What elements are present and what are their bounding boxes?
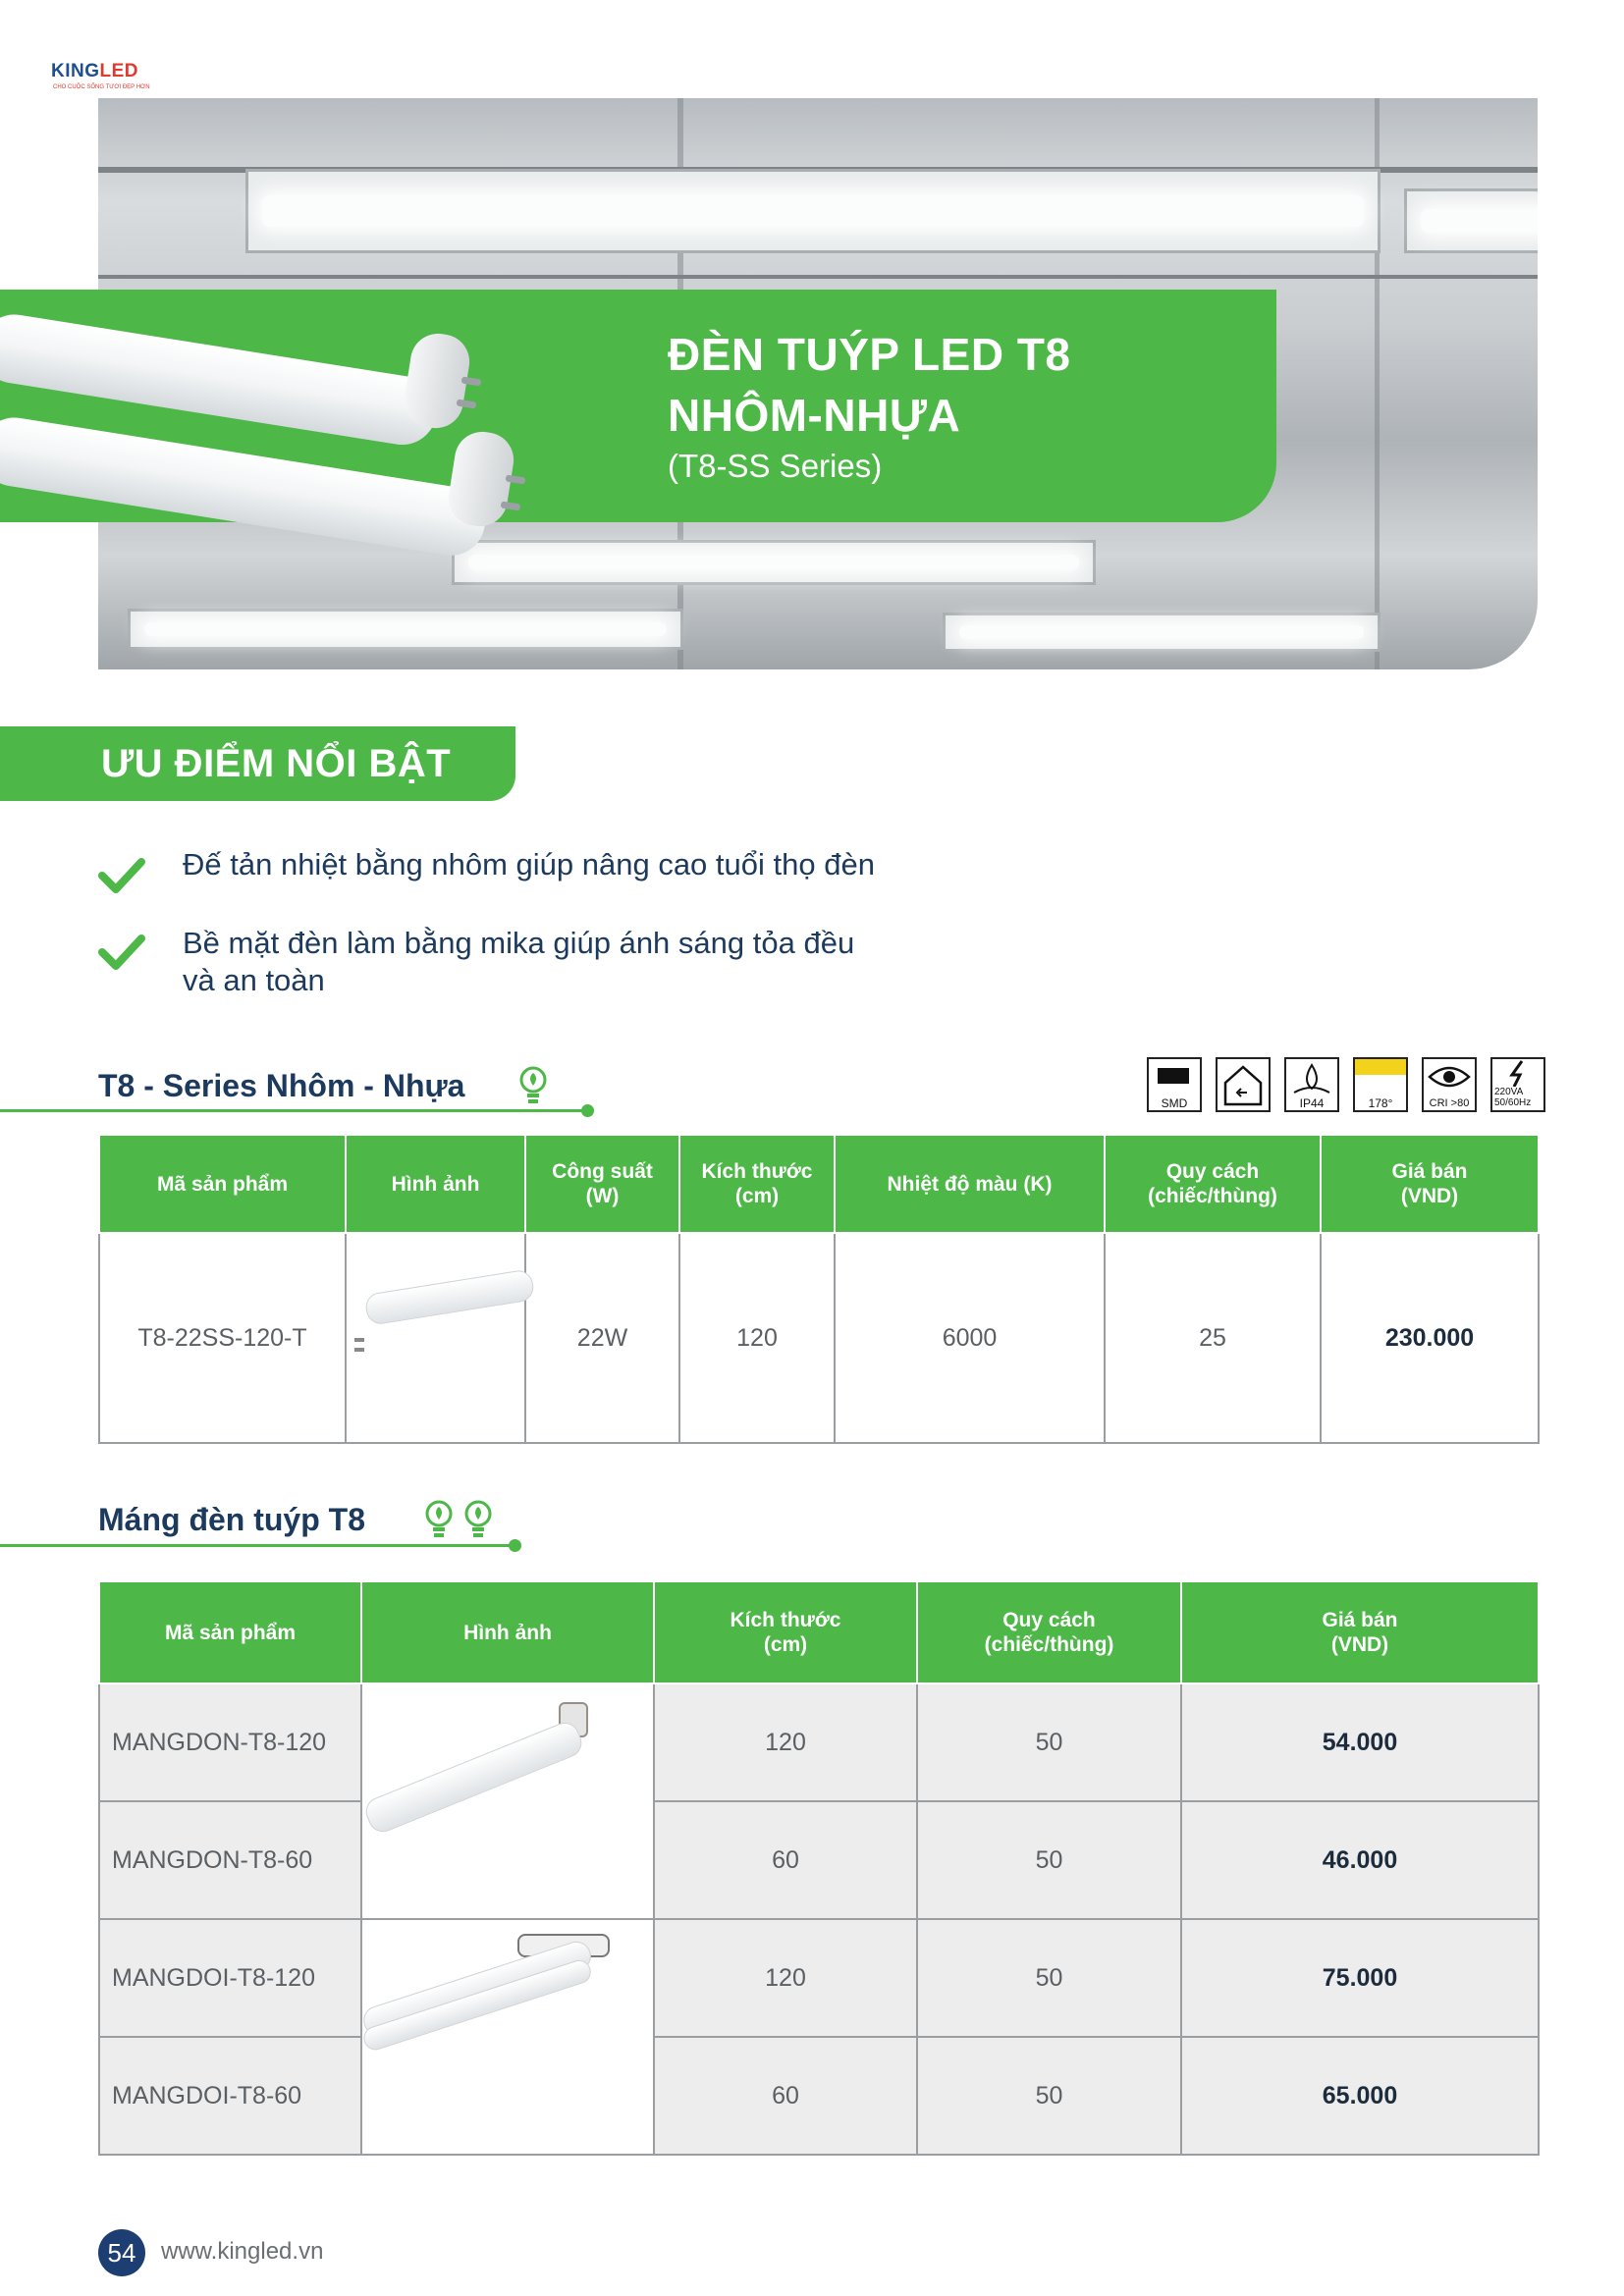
section-underline [0, 1109, 586, 1112]
ip44-icon: IP44 [1284, 1057, 1339, 1112]
cell-pack: 50 [917, 1683, 1181, 1801]
check-icon [98, 929, 145, 976]
hero-subtitle: (T8-SS Series) [668, 448, 883, 484]
col-header-power: Công suất (W) [525, 1135, 679, 1233]
cell-price: 65.000 [1181, 2037, 1539, 2155]
col-header-price: Giá bán (VND) [1181, 1581, 1539, 1683]
table-row [99, 1683, 1539, 1801]
brand-slogan: CHO CUỘC SỐNG TƯƠI ĐẸP HƠN [53, 84, 150, 90]
cell-pack: 50 [917, 1801, 1181, 1919]
cell-code: T8-22SS-120-T [99, 1233, 346, 1443]
cri-icon: CRI >80 [1422, 1057, 1477, 1112]
cell-size: 120 [654, 1683, 917, 1801]
single-fixture-image [362, 1684, 655, 1918]
smd-icon: SMD [1147, 1057, 1202, 1112]
col-header-size: Kích thước (cm) [654, 1581, 917, 1683]
cell-price: 230.000 [1321, 1233, 1539, 1443]
cell-size: 120 [654, 1919, 917, 2037]
table-header-row [99, 1581, 1539, 1683]
cell-code: MANGDON-T8-60 [99, 1801, 361, 1919]
cell-price: 75.000 [1181, 1919, 1539, 2037]
product-table-t8 [98, 1134, 1540, 1444]
product-table-fixtures [98, 1580, 1540, 2156]
cell-pack: 25 [1105, 1233, 1321, 1443]
brand-logo [51, 55, 159, 94]
cell-code: MANGDON-T8-120 [99, 1683, 361, 1801]
brand-name: KINGLED [51, 61, 138, 81]
bulb-icon [518, 1066, 548, 1105]
features-heading: ƯU ĐIỂM NỔI BẬT [0, 726, 515, 801]
section-underline-dot [509, 1539, 521, 1552]
feature-item: Bề mặt đèn làm bằng mika giúp ánh sáng tỏa đều và an toàn [183, 926, 855, 997]
cell-size: 120 [679, 1233, 835, 1443]
cell-size: 60 [654, 1801, 917, 1919]
feature-item: Đế tản nhiệt bằng nhôm giúp nâng cao tuổi thọ đèn [183, 847, 875, 881]
cell-image [361, 1919, 654, 2155]
table-row [99, 2037, 1539, 2155]
table-row [99, 1919, 1539, 2037]
cell-pack: 50 [917, 2037, 1181, 2155]
table-header-row [99, 1135, 1539, 1233]
beam-angle-icon: 178° [1353, 1057, 1408, 1112]
hero-tube-product [0, 285, 550, 579]
section-underline [0, 1544, 515, 1547]
col-header-price: Giá bán (VND) [1321, 1135, 1539, 1233]
double-fixture-image [362, 1920, 655, 2154]
power-icon: 220VA 50/60Hz [1490, 1057, 1545, 1112]
cell-size: 60 [654, 2037, 917, 2155]
col-header-code: Mã sản phẩm [99, 1581, 361, 1683]
section-underline-dot [581, 1104, 594, 1117]
cell-image [346, 1233, 525, 1443]
bulb-icon [463, 1500, 493, 1539]
col-header-size: Kích thước (cm) [679, 1135, 835, 1233]
section-title-t8-series: T8 - Series Nhôm - Nhựa [98, 1068, 465, 1103]
table-row [99, 1233, 1539, 1443]
check-icon [98, 852, 145, 899]
table-row [99, 1801, 1539, 1919]
col-header-code: Mã sản phẩm [99, 1135, 346, 1233]
section-title-fixtures: Máng đèn tuýp T8 [98, 1502, 365, 1537]
cell-power: 22W [525, 1233, 679, 1443]
page-number: 54 [98, 2229, 145, 2276]
cell-pack: 50 [917, 1919, 1181, 2037]
col-header-image: Hình ảnh [361, 1581, 654, 1683]
cell-price: 54.000 [1181, 1683, 1539, 1801]
cell-image [361, 1683, 654, 1919]
hero-title: ĐÈN TUÝP LED T8 NHÔM-NHỰA [668, 329, 1071, 441]
bulb-icon [424, 1500, 454, 1539]
col-header-color-temp: Nhiệt độ màu (K) [835, 1135, 1105, 1233]
cell-code: MANGDOI-T8-120 [99, 1919, 361, 2037]
indoor-icon [1216, 1057, 1271, 1112]
cell-price: 46.000 [1181, 1801, 1539, 1919]
col-header-image: Hình ảnh [346, 1135, 525, 1233]
cell-code: MANGDOI-T8-60 [99, 2037, 361, 2155]
website-link[interactable]: www.kingled.vn [161, 2238, 324, 2265]
col-header-pack: Quy cách (chiếc/thùng) [917, 1581, 1181, 1683]
cell-color-temp: 6000 [835, 1233, 1105, 1443]
col-header-pack: Quy cách (chiếc/thùng) [1105, 1135, 1321, 1233]
tube-product-image [347, 1234, 526, 1442]
